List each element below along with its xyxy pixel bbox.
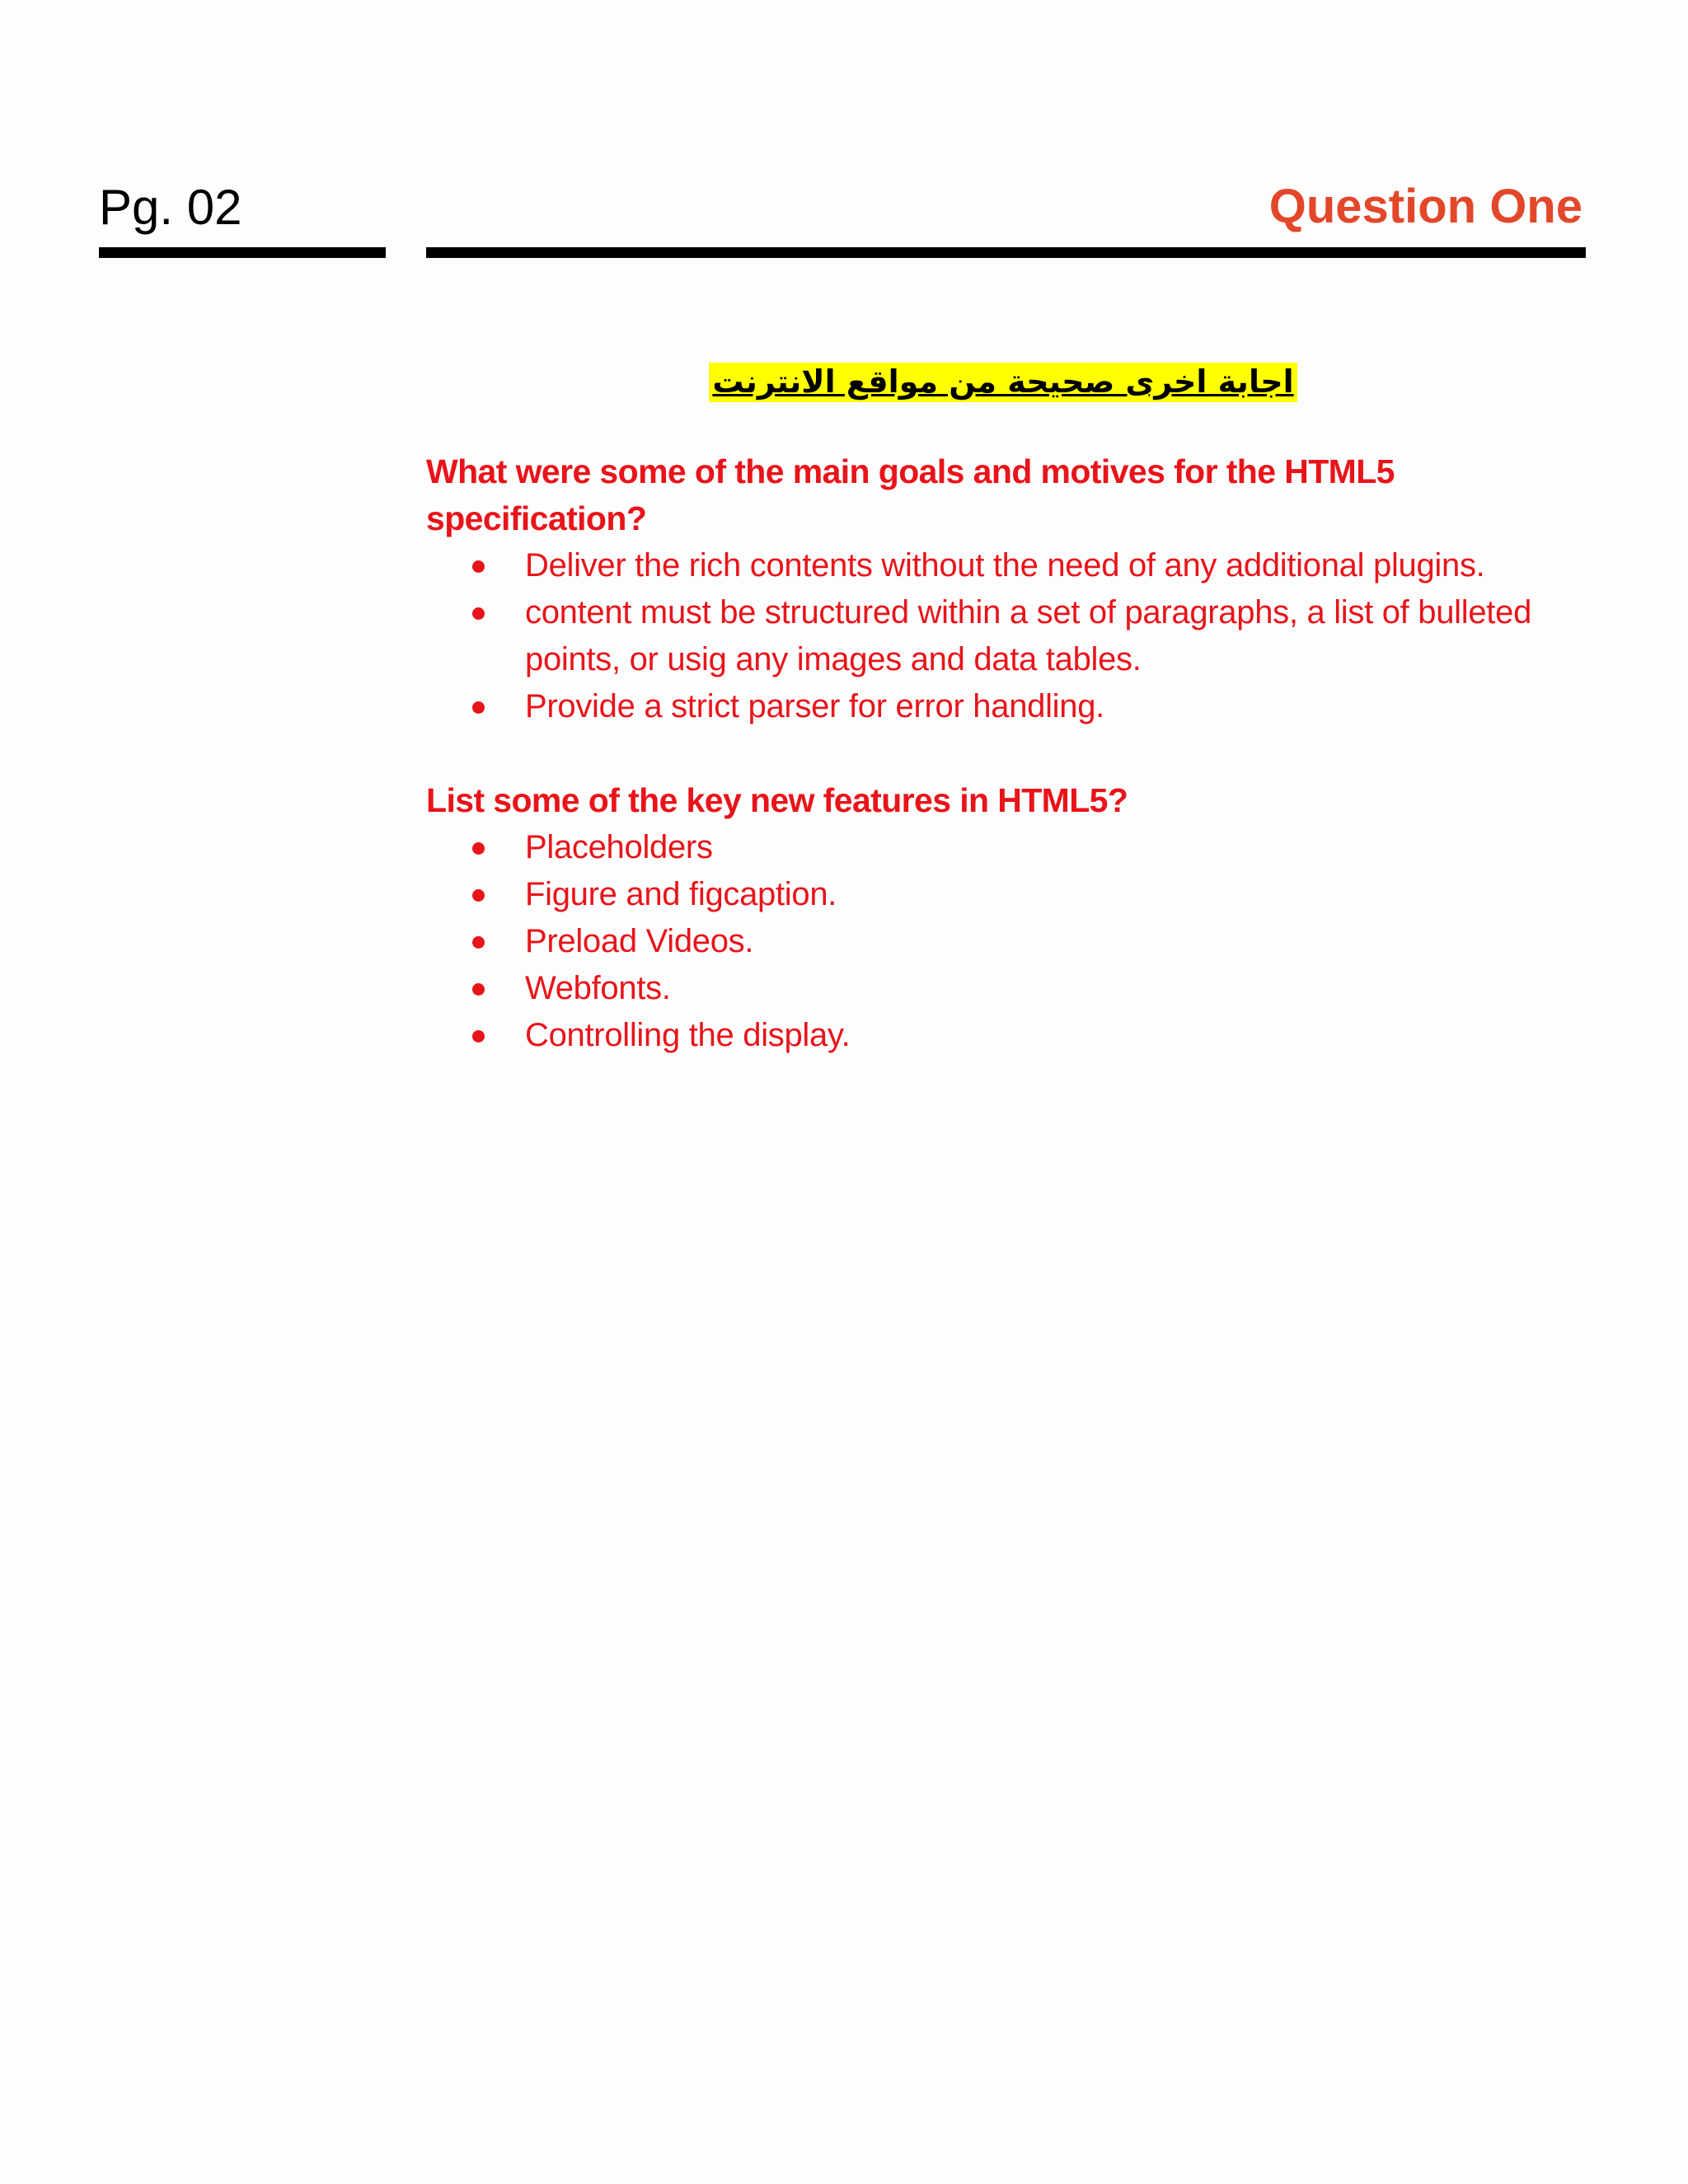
bullet-icon [472, 1030, 485, 1043]
answer-list-2 [426, 824, 1597, 1059]
list-item [525, 824, 1597, 871]
list-item [525, 871, 1597, 918]
list-item-text: Controlling the display. [525, 1016, 851, 1053]
question-heading-1: What were some of the main goals and motives for the HTML5 specification? [426, 452, 1395, 537]
header-rule-left [99, 247, 386, 258]
bullet-icon [472, 983, 485, 996]
page-number: Pg. 02 [99, 180, 242, 235]
arabic-note: اجابة اخرى صحيحة من مواقع الانترنت [709, 363, 1296, 402]
list-item [525, 1012, 1597, 1059]
bullet-icon [472, 560, 485, 573]
bullet-icon [472, 936, 485, 949]
list-item [525, 918, 1597, 965]
bullet-icon [472, 889, 485, 902]
question-heading-2: List some of the key new features in HTML5? [426, 780, 1128, 819]
answer-list-1 [426, 542, 1597, 730]
list-item [525, 542, 1597, 589]
list-item-text: content must be structured within a set of paragraphs, a list of bulleted points, or usig any images and data tables. [525, 593, 1532, 677]
bullet-icon [472, 842, 485, 855]
list-item-text: Placeholders [525, 828, 713, 865]
question-block-1 [426, 448, 1597, 730]
document-content [426, 363, 1597, 1059]
list-item-text: Deliver the rich contents without the need of any additional plugins. [525, 546, 1485, 583]
arabic-note-wrapper [426, 363, 1580, 402]
list-item-text: Provide a strict parser for error handling. [525, 687, 1104, 724]
list-item [525, 965, 1597, 1012]
section-title: Question One [1268, 180, 1582, 233]
list-item-text: Webfonts. [525, 969, 671, 1006]
list-item [525, 683, 1597, 730]
list-item-text: Preload Videos. [525, 922, 754, 959]
block-spacer [426, 730, 1597, 777]
bullet-icon [472, 607, 485, 620]
bullet-icon [472, 701, 485, 714]
header-rule-right [426, 247, 1586, 258]
list-item [525, 589, 1597, 683]
question-block-2 [426, 777, 1597, 1059]
list-item-text: Figure and figcaption. [525, 875, 837, 912]
